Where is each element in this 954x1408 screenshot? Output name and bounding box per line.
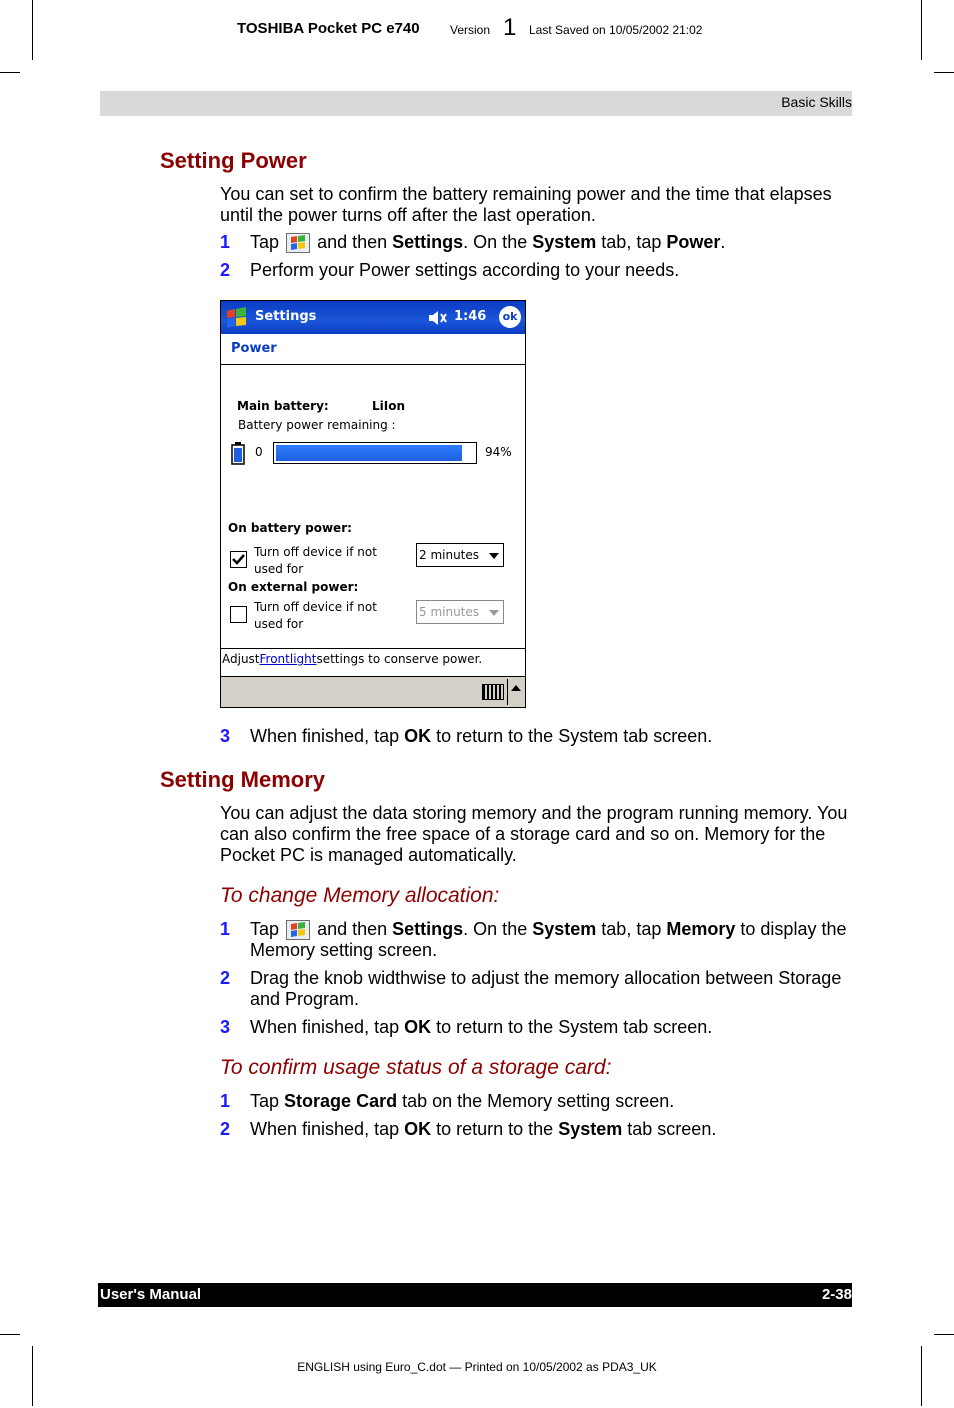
page-footer-bar: [98, 1283, 852, 1307]
hint-text: settings to conserve power.: [316, 652, 483, 666]
heading-setting-power: Setting Power: [160, 148, 307, 173]
ok-button[interactable]: ok: [499, 306, 521, 328]
step-text: Storage Card: [284, 1091, 398, 1111]
speaker-icon[interactable]: [427, 309, 449, 327]
step-number: 3: [220, 726, 231, 746]
step-text: Tap: [250, 1091, 280, 1111]
crop-mark: [0, 72, 20, 73]
title-bar: [221, 301, 525, 334]
command-bar: [221, 676, 525, 707]
step-text: tab, tap: [601, 919, 662, 939]
version-label: Version: [450, 23, 491, 37]
step-text: Memory: [666, 919, 736, 939]
step-text: OK: [404, 1017, 432, 1037]
on-external-label: On external power:: [228, 580, 359, 594]
version-number: 1: [503, 14, 517, 41]
checkmark-icon: [231, 552, 246, 567]
document-header: [0, 14, 954, 44]
tab-title: Power: [231, 341, 277, 356]
step-number: 1: [220, 919, 231, 939]
manual-title: User's Manual: [100, 1286, 202, 1303]
step-text: System: [558, 1119, 623, 1139]
crop-mark: [921, 1346, 922, 1406]
step-text: Tap: [250, 232, 280, 252]
step-text: OK: [404, 1119, 432, 1139]
step-text: . On the: [463, 919, 528, 939]
section-bar: [100, 91, 852, 116]
step-text: to return to the System tab screen.: [436, 726, 713, 746]
subheading-storage-card: To confirm usage status of a storage card:: [220, 1056, 612, 1079]
battery-turnoff-checkbox[interactable]: [230, 551, 247, 568]
dropdown-arrow-icon: [489, 610, 499, 616]
step-number: 1: [220, 232, 231, 252]
battery-percent: 94%: [485, 445, 512, 459]
dropdown-value: 2 minutes: [419, 548, 480, 562]
step-text: to return to the: [436, 1119, 554, 1139]
remaining-label: Battery power remaining :: [238, 418, 396, 432]
section-title: Basic Skills: [781, 94, 852, 110]
frontlight-hint: [222, 652, 482, 666]
step-text: Power: [666, 232, 721, 252]
last-saved: Last Saved on 10/05/2002 21:02: [529, 23, 703, 37]
step-number: 2: [220, 260, 231, 280]
divider: [221, 364, 525, 365]
step-text: Settings: [392, 232, 464, 252]
step-text: System: [532, 232, 597, 252]
divider: [221, 648, 525, 649]
crop-mark: [934, 72, 954, 73]
step-text: to return to the System tab screen.: [436, 1017, 713, 1037]
step-text: tab screen.: [627, 1119, 717, 1139]
windows-start-icon: [286, 920, 310, 940]
clock[interactable]: 1:46: [454, 309, 487, 324]
external-minutes-dropdown[interactable]: [416, 600, 504, 624]
step-text: tab on the Memory setting screen.: [402, 1091, 675, 1111]
step-text: OK: [404, 726, 432, 746]
step-text: and then: [317, 232, 388, 252]
power-intro: You can set to confirm the battery remaining power and the time that elapses until the power turns off after the last operation.: [220, 184, 832, 225]
start-menu-icon[interactable]: [224, 306, 250, 330]
step-text: and then: [317, 919, 388, 939]
dropdown-value: 5 minutes: [419, 605, 480, 619]
external-turnoff-checkbox[interactable]: [230, 606, 247, 623]
bar-min-label: 0: [255, 445, 263, 459]
pocketpc-power-screen: [220, 300, 526, 708]
step-text: Settings: [392, 919, 464, 939]
window-title: Settings: [255, 309, 317, 324]
battery-icon: [231, 442, 245, 465]
step-text: Drag the knob widthwise to adjust the memory allocation between Storage and Program.: [250, 968, 842, 1009]
step-text: tab, tap: [601, 232, 662, 252]
external-turnoff-label-line1: Turn off device if not: [254, 600, 377, 614]
windows-start-icon: [286, 233, 310, 253]
print-info: ENGLISH using Euro_C.dot — Printed on 10/05/2002 as PDA3_UK: [297, 1360, 657, 1374]
battery-minutes-dropdown[interactable]: [416, 543, 504, 567]
step-number: 1: [220, 1091, 231, 1111]
step-text: When finished, tap: [250, 1119, 400, 1139]
memory-intro: You can adjust the data storing memory and the program running memory. You can also confirm the free space of a storage card and so on. Memory for the Pocket PC is managed automatically.: [220, 803, 848, 865]
step-text: Perform your Power settings according to your needs.: [250, 260, 680, 280]
dropdown-arrow-icon: [489, 553, 499, 559]
heading-setting-memory: Setting Memory: [160, 767, 326, 792]
step-text: to display the Memory setting screen.: [250, 919, 847, 960]
battery-type: LiIon: [372, 399, 406, 413]
crop-mark: [0, 1334, 20, 1335]
battery-progress-fill: [276, 445, 462, 461]
page-number: 2-38: [821, 1286, 852, 1303]
step-number: 3: [220, 1017, 231, 1037]
hint-text: Adjust: [222, 652, 260, 666]
separator: [507, 679, 508, 705]
crop-mark: [32, 1346, 33, 1406]
crop-mark: [934, 1334, 954, 1335]
step-number: 2: [220, 968, 231, 988]
battery-turnoff-label-line1: Turn off device if not: [254, 545, 377, 559]
external-turnoff-label-line2: used for: [254, 617, 304, 631]
input-menu-arrow-icon[interactable]: [511, 685, 521, 691]
step-number: 2: [220, 1119, 231, 1139]
product-name: TOSHIBA Pocket PC e740: [237, 20, 420, 37]
main-battery-label: Main battery:: [237, 399, 329, 413]
step-text: . On the: [463, 232, 528, 252]
battery-turnoff-label-line2: used for: [254, 562, 304, 576]
subheading-change-memory: To change Memory allocation:: [220, 884, 500, 907]
battery-progress-bar: [273, 442, 477, 464]
on-battery-label: On battery power:: [228, 521, 352, 535]
step-text: When finished, tap: [250, 1017, 400, 1037]
step-text: Tap: [250, 919, 280, 939]
keyboard-icon[interactable]: [482, 684, 504, 700]
frontlight-link[interactable]: Frontlight: [259, 652, 317, 666]
step-text: When finished, tap: [250, 726, 400, 746]
step-text: System: [532, 919, 597, 939]
step-text: .: [720, 232, 726, 252]
